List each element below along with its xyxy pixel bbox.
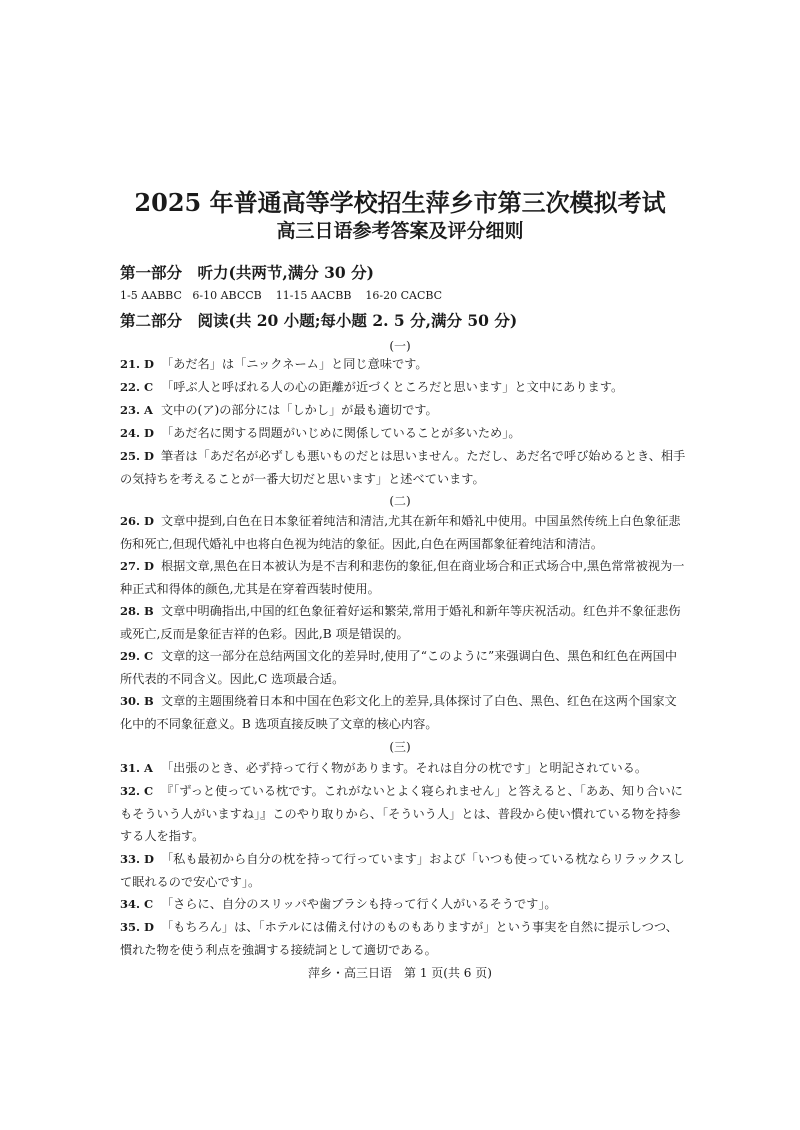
question-item — [120, 757, 688, 780]
question-number: 28. B — [120, 604, 154, 618]
question-number: 25. D — [120, 449, 154, 463]
question-number: 27. D — [120, 559, 154, 573]
part1-heading: 第一部分 听力(共两节,满分 30 分) — [120, 263, 374, 282]
section-marker-1: (一) — [389, 339, 411, 353]
question-number: 21. D — [120, 357, 154, 371]
question-item — [120, 353, 688, 376]
question-explanation: 「私も最初から自分の枕を持って行っています」および「いつも使っている枕ならリラックスして眠れるので安心です」。 — [120, 852, 685, 889]
section-marker-2: (二) — [389, 494, 411, 508]
question-item — [120, 445, 688, 490]
question-item — [120, 690, 688, 735]
listening-answers: 1-5 AABBC 6-10 ABCCB 11-15 AACBB 16-20 CACBC — [120, 289, 443, 302]
question-number: 33. D — [120, 852, 154, 866]
question-explanation: 「出張のとき、必ず持って行く物があります。それは自分の枕です」と明記されている。 — [161, 761, 648, 775]
question-number: 26. D — [120, 514, 154, 528]
question-explanation: 文章中提到,白色在日本象征着纯洁和清洁,尤其在新年和婚礼中使用。中国虽然传统上白色象征悲伤和死亡,但现代婚礼中也将白色视为纯洁的象征。因此,白色在两国都象征着纯洁和清洁。 — [120, 514, 681, 551]
exam-title: 2025 年普通高等学校招生萍乡市第三次模拟考试 — [134, 188, 666, 217]
question-number: 31. A — [120, 761, 153, 775]
question-explanation: 根据文章,黑色在日本被认为是不吉利和悲伤的象征,但在商业场合和正式场合中,黑色常常被视为一种正式和得体的颜色,尤其是在穿着西装时使用。 — [120, 559, 685, 596]
question-item — [120, 848, 688, 893]
question-number: 30. B — [120, 694, 154, 708]
question-explanation: 文中の(ア)の部分には「しかし」が最も適切です。 — [161, 403, 438, 417]
question-item — [120, 893, 688, 916]
question-item — [120, 600, 688, 645]
question-number: 24. D — [120, 426, 154, 440]
question-number: 23. A — [120, 403, 153, 417]
question-explanation: 「あだ名に関する問題がいじめに関係していることが多いため」。 — [161, 426, 521, 440]
question-item — [120, 376, 688, 399]
question-item — [120, 780, 688, 848]
question-number: 32. C — [120, 784, 154, 798]
question-item — [120, 510, 688, 555]
question-number: 29. C — [120, 649, 154, 663]
page-footer: 萍乡・高三日语 第 1 页(共 6 页) — [308, 966, 492, 980]
question-number: 22. C — [120, 380, 154, 394]
question-item — [120, 422, 688, 445]
question-item — [120, 555, 688, 600]
question-explanation: 「あだ名」は「ニックネーム」と同じ意味です。 — [161, 357, 428, 371]
question-explanation: 文章的主题围绕着日本和中国在色彩文化上的差异,具体探讨了白色、黑色、红色在这两个国家文化中的不同象征意义。B 选项直接反映了文章的核心内容。 — [120, 694, 677, 731]
question-explanation: 『「ずっと使っている枕です。これがないとよく寝られません」と答えると、「ああ、知り合いにもそういう人がいますね」』このやり取りから、「そういう人」とは、普段から使い慣れている物を持参する人を指す。 — [120, 784, 683, 843]
exam-subtitle: 高三日语参考答案及评分细则 — [276, 220, 524, 242]
question-explanation: 「もちろん」は、「ホテルには備え付けのものもありますが」という事実を自然に提示しつつ、慣れた物を使う利点を強調する接続詞として適切である。 — [120, 920, 678, 957]
question-explanation: 「呼ぶ人と呼ばれる人の心の距離が近づくところだと思います」と文中にあります。 — [161, 380, 624, 394]
question-item — [120, 399, 688, 422]
question-item — [120, 645, 688, 690]
section-marker-3: (三) — [389, 740, 411, 754]
question-explanation: 「さらに、自分のスリッパや歯ブラシも持って行く人がいるそうです」。 — [161, 897, 557, 911]
question-item — [120, 916, 688, 961]
question-explanation: 文章中明确指出,中国的红色象征着好运和繁荣,常用于婚礼和新年等庆祝活动。红色并不象征悲伤或死亡,反而是象征吉祥的色彩。因此,B 项是错误的。 — [120, 604, 681, 641]
question-number: 34. C — [120, 897, 154, 911]
question-number: 35. D — [120, 920, 154, 934]
question-explanation: 筆者は「あだ名が必ずしも悪いものだとは思いません。ただし、あだ名で呼び始めるとき、相手の気持ちを考えることが一番大切だと思います」と述べています。 — [120, 449, 686, 486]
part2-heading: 第二部分 阅读(共 20 小题;每小题 2. 5 分,满分 50 分) — [120, 311, 518, 330]
question-explanation: 文章的这一部分在总结两国文化的差异时,使用了“このように”来强调白色、黑色和红色在两国中所代表的不同含义。因此,C 选项最合适。 — [120, 649, 678, 686]
